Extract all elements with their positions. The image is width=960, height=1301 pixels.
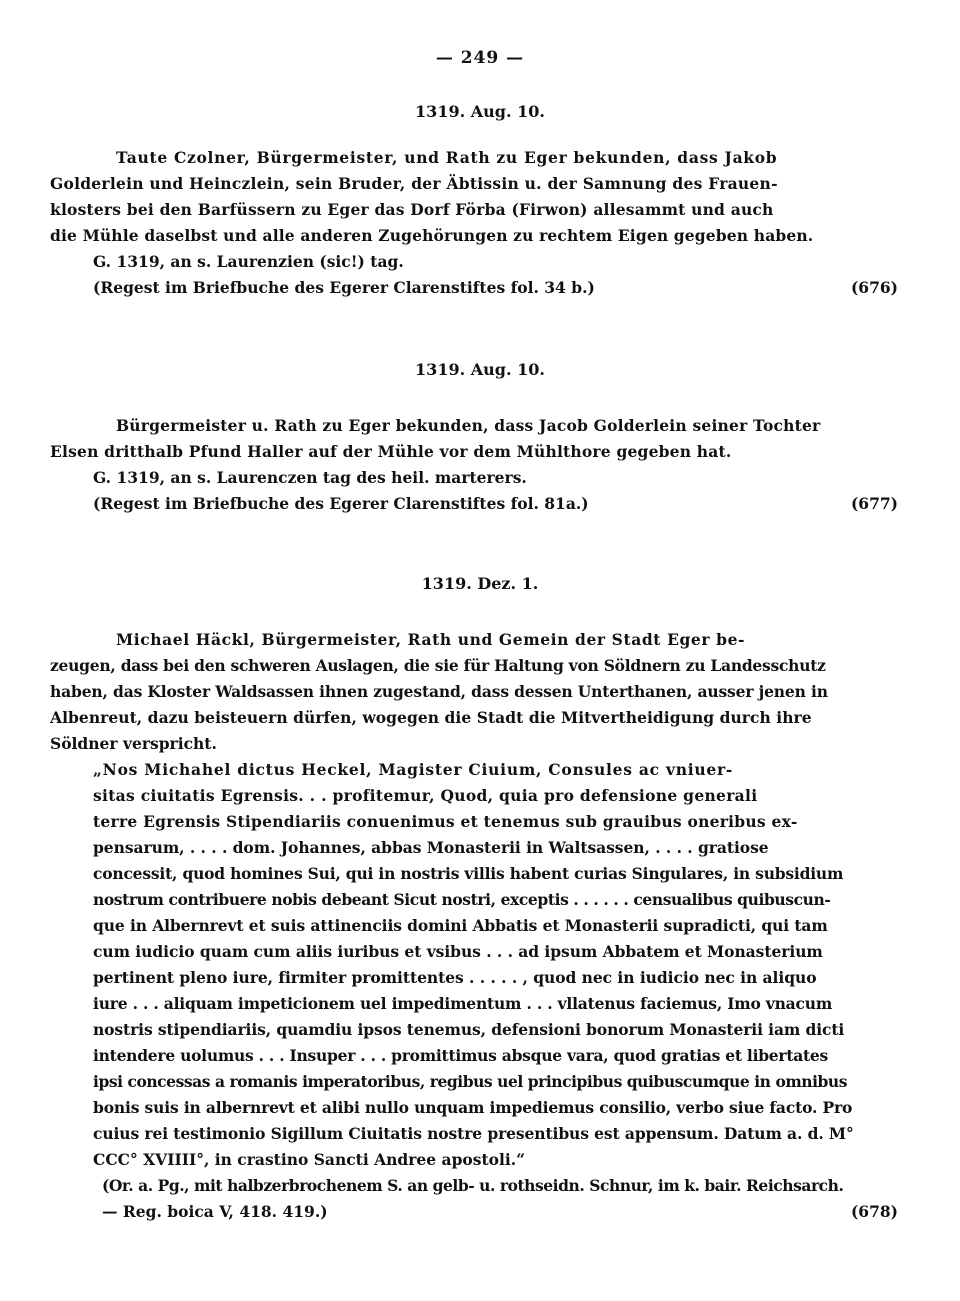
text-line: nostrum contribuere nobis debeant Sicut nostri, exceptis . . . . . . censualibus quibuscun- [93,890,831,909]
text-line: G. 1319, an s. Laurenzien (sic!) tag. [93,252,404,271]
text-line: nostris stipendiariis, quamdiu ipsos tenemus, defensioni bonorum Monasterii iam dicti [93,1020,845,1039]
entry-number: (676) [850,278,898,297]
text-line: CCC° XVIIII°, in crastino Sancti Andree apostoli.“ [93,1150,526,1169]
text-line: iure . . . aliquam impeticionem uel impedimentum . . . vllatenus faciemus, Imo vnacum [93,994,833,1013]
text-line: „Nos Michahel dictus Heckel, Magister Ciuium, Consules ac vniuer- [93,760,734,779]
entry-number: (677) [850,494,898,513]
text-line: Michael Häckl, Bürgermeister, Rath und Gemein der Stadt Eger be- [116,630,746,649]
text-line: Taute Czolner, Bürgermeister, und Rath zu Eger bekunden, dass Jakob [116,148,778,167]
text-line: haben, das Kloster Waldsassen ihnen zugestand, dass dessen Unterthanen, ausser jenen in [50,682,828,701]
text-line: Elsen dritthalb Pfund Haller auf der Mühle vor dem Mühlthore gegeben hat. [50,442,732,461]
entry-date: 1319. Aug. 10. [415,360,545,379]
text-line: cum iudicio quam cum aliis iuribus et vsibus . . . ad ipsum Abbatem et Monasterium [93,942,823,961]
page-number: — 249 — [435,48,525,68]
text-line: (Or. a. Pg., mit halbzerbrochenem S. an gelb- u. rothseidn. Schnur, im k. bair. Reichsarch. [102,1176,844,1195]
text-line: ipsi concessas a romanis imperatoribus, regibus uel principibus quibuscumque in omnibus [93,1072,848,1091]
text-line: klosters bei den Barfüssern zu Eger das Dorf Förba (Firwon) allesammt und auch [50,200,774,219]
entry-date: 1319. Aug. 10. [415,102,545,121]
entry-number: (678) [850,1202,898,1221]
text-line: G. 1319, an s. Laurenczen tag des heil. marterers. [93,468,527,487]
text-line: (Regest im Briefbuche des Egerer Clarenstiftes fol. 34 b.) [93,278,595,297]
text-line: bonis suis in albernrevt et alibi nullo unquam impediemus consilio, verbo siue facto. Pro [93,1098,853,1117]
text-line: sitas ciuitatis Egrensis. . . profitemur, Quod, quia pro defensione generali [93,786,758,805]
text-line: terre Egrensis Stipendiariis conuenimus et tenemus sub grauibus oneribus ex- [93,812,798,831]
entry-date: 1319. Dez. 1. [421,574,539,593]
text-line: die Mühle daselbst und alle anderen Zugehörungen zu rechtem Eigen gegeben haben. [50,226,814,245]
text-line: — Reg. boica V, 418. 419.) [102,1202,328,1221]
text-line: Albenreut, dazu beisteuern dürfen, wogegen die Stadt die Mitvertheidigung durch ihre [50,708,812,727]
text-line: pertinent pleno iure, firmiter promittentes . . . . . , quod nec in iudicio nec in aliquo [93,968,817,987]
text-line: intendere uolumus . . . Insuper . . . promittimus absque vara, quod gratias et libertates [93,1046,829,1065]
text-line: que in Albernrevt et suis attinenciis domini Abbatis et Monasterii supradicti, qui tam [93,916,828,935]
text-line: Golderlein und Heinczlein, sein Bruder, der Äbtissin u. der Samnung des Frauen- [50,174,778,193]
text-line: (Regest im Briefbuche des Egerer Clarenstiftes fol. 81a.) [93,494,589,513]
text-line: concessit, quod homines Sui, qui in nostris villis habent curias Singulares, in subsidium [93,864,844,883]
text-line: cuius rei testimonio Sigillum Ciuitatis nostre presentibus est appensum. Datum a. d. M° [93,1124,854,1143]
text-line: Bürgermeister u. Rath zu Eger bekunden, dass Jacob Golderlein seiner Tochter [116,416,821,435]
text-line: pensarum, . . . . dom. Johannes, abbas Monasterii in Waltsassen, . . . . gratiose [93,838,769,857]
text-line: Söldner verspricht. [50,734,217,753]
text-line: zeugen, dass bei den schweren Auslagen, die sie für Haltung von Söldnern zu Landesschutz [50,656,826,675]
